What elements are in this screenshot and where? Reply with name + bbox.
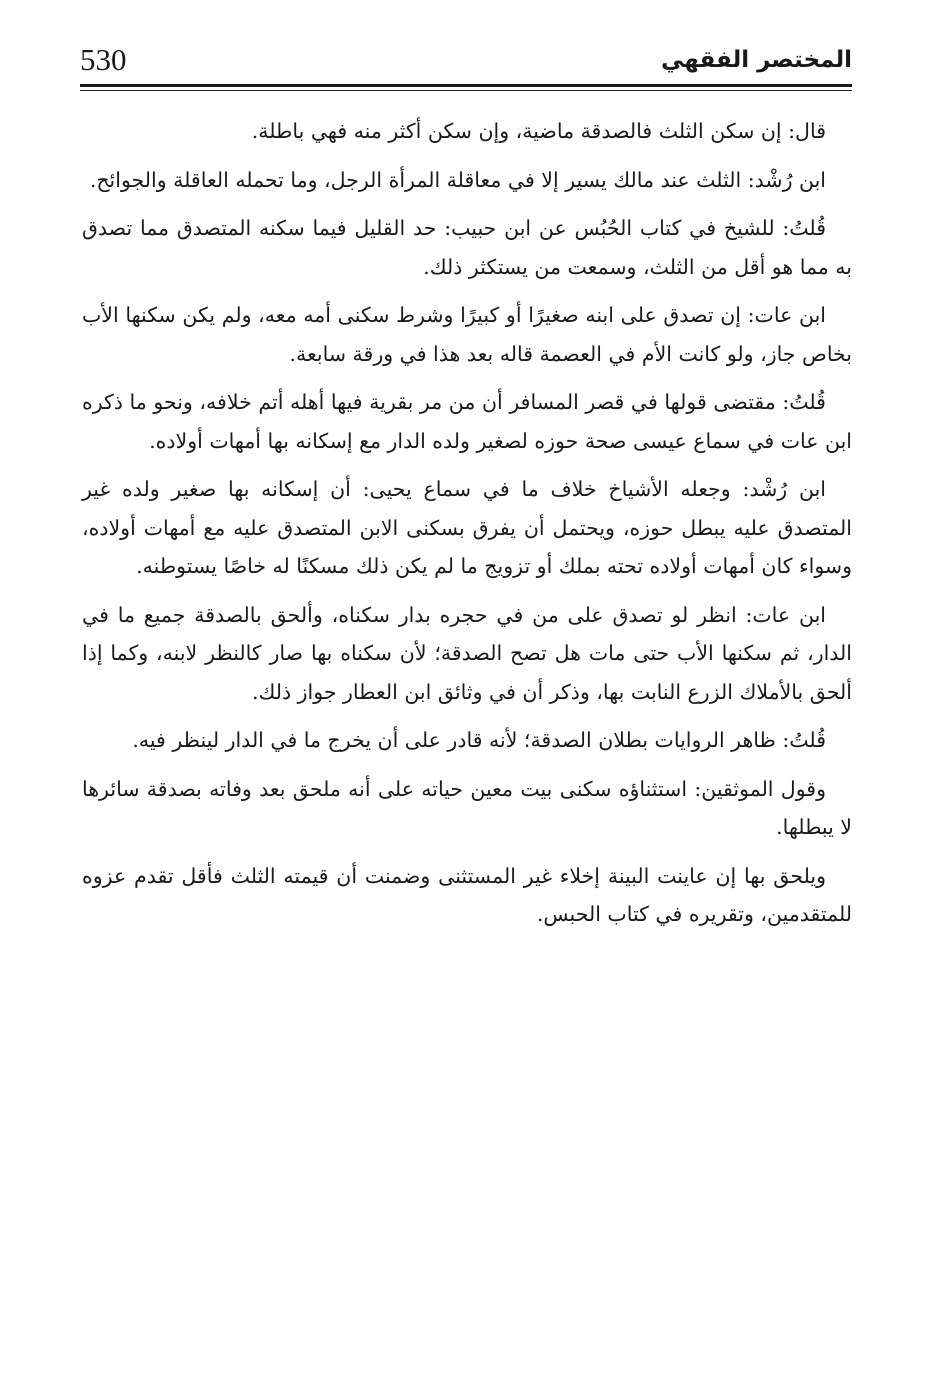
paragraph: ابن عات: انظر لو تصدق على من في حجره بدار سكناه، وألحق بالصدقة جميع ما في الدار، ثم سكنها الأب حتى مات هل تصح الصدقة؛ لأن سكناه بها صار كالنظر لابنه، وكما إذا ألحق بالأملاك الزرع النابت بها، وذكر أن في وثائق ابن العطار جواز ذلك. — [82, 602, 852, 704]
header-rule-thick — [80, 84, 852, 87]
page-header — [80, 40, 852, 88]
paragraph: قُلتُ: ظاهر الروايات بطلان الصدقة؛ لأنه قادر على أن يخرج ما في الدار لينظر فيه. — [132, 728, 826, 752]
paragraph: ويلحق بها إن عاينت البينة إخلاء غير المستثنى وضمنت أن قيمته الثلث فأقل تقدم عزوه للمتقدمين، وتقريره في كتاب الحبس. — [82, 863, 852, 926]
paragraph: قُلتُ: مقتضى قولها في قصر المسافر أن من مر بقرية فيها أهله أتم خلافه، ونحو ما ذكره ابن عات في سماع عيسى صحة حوزه لصغير ولده الدار مع إسكانه بها أمهات أولاده. — [82, 390, 852, 453]
paragraph: ابن رُشْد: وجعله الأشياخ خلاف ما في سماع يحيى: أن إسكانه بها صغير ولده غير المتصدق عليه يبطل حوزه، ويحتمل أن يفرق بسكنى الابن المتصدق عليه مع أمهات أولاده، وسواء كان أمهات أولاده تحته بملك أو تزويج ما لم يكن ذلك مسكنًا له خاصًا يستوطنه. — [82, 477, 852, 578]
paragraph: ابن عات: إن تصدق على ابنه صغيرًا أو كبيرًا وشرط سكنى أمه معه، ولم يكن سكنها الأب بخاص جاز، ولو كانت الأم في العصمة قاله بعد هذا في ورقة سابعة. — [82, 303, 852, 366]
paragraph: قال: إن سكن الثلث فالصدقة ماضية، وإن سكن أكثر منه فهي باطلة. — [251, 119, 826, 143]
header-rule-thin — [80, 90, 852, 91]
paragraph: ابن رُشْد: الثلث عند مالك يسير إلا في معاقلة المرأة الرجل، وما تحمله العاقلة والجوائح. — [89, 167, 826, 192]
book-title: المختصر الفقهي — [661, 47, 852, 73]
paragraph: وقول الموثقين: استثناؤه سكنى بيت معين حياته على أنه ملحق بعد وفاته بصدقة سائرها لا يبطلها. — [82, 776, 852, 839]
page-body — [82, 112, 852, 934]
page-number: 530 — [80, 42, 127, 77]
paragraph: قُلتُ: للشيخ في كتاب الحُبُس عن ابن حبيب: حد القليل فيما سكنه المتصدق مما تصدق به مما هو أقل من الثلث، وسمعت من يستكثر ذلك. — [82, 216, 852, 279]
